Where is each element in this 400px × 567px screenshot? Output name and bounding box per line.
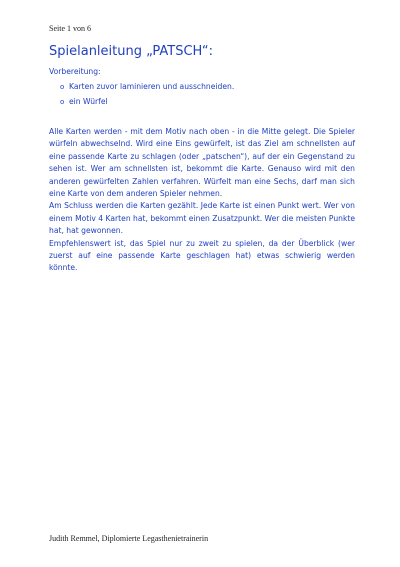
footer-author: Judith Remmel, Diplomierte Legasthenietrainerin [49, 534, 209, 543]
list-item [49, 96, 355, 108]
bullet-marker: o [60, 98, 65, 106]
list-item-text: Karten zuvor laminieren und ausschneiden. [69, 82, 235, 91]
preparation-label: Vorbereitung: [49, 67, 101, 76]
scoring-paragraph: Am Schluss werden die Karten gezählt. Jede Karte ist einen Punkt wert. Wer von einem Motiv 4 Karten hat, bekommt einen Zusatzpunkt. Wer die meisten Punkte hat, hat gewonnen. [49, 201, 355, 236]
list-item [49, 81, 355, 93]
bullet-marker: o [60, 83, 65, 91]
recommendation-paragraph: Empfehlenswert ist, das Spiel nur zu zweit zu spielen, da der Überblick (wer zuerst auf eine passende Karte geschlagen hat) etwas schwierig werden könnte. [49, 238, 355, 273]
list-item-text: ein Würfel [69, 97, 108, 106]
page-number: Seite 1 von 6 [49, 24, 91, 33]
rules-paragraph: Alle Karten werden - mit dem Motiv nach oben - in die Mitte gelegt. Die Spieler würfeln abwechselnd. Wird eine Eins gewürfelt, ist das Ziel am schnellsten auf eine passende Karte zu schlagen (oder „patschen“), auf der ein Gegenstand zu sehen ist. Wer am schnellsten ist, bekommt die Karte. Genauso wird mit den anderen gewürfelten Zahlen verfahren. Würfelt man eine Sechs, darf man sich eine Karte von dem anderen Spieler nehmen. [49, 127, 355, 199]
preparation-list [49, 81, 355, 108]
document-title: Spielanleitung „PATSCH“: [49, 44, 213, 59]
document-content [49, 44, 355, 275]
